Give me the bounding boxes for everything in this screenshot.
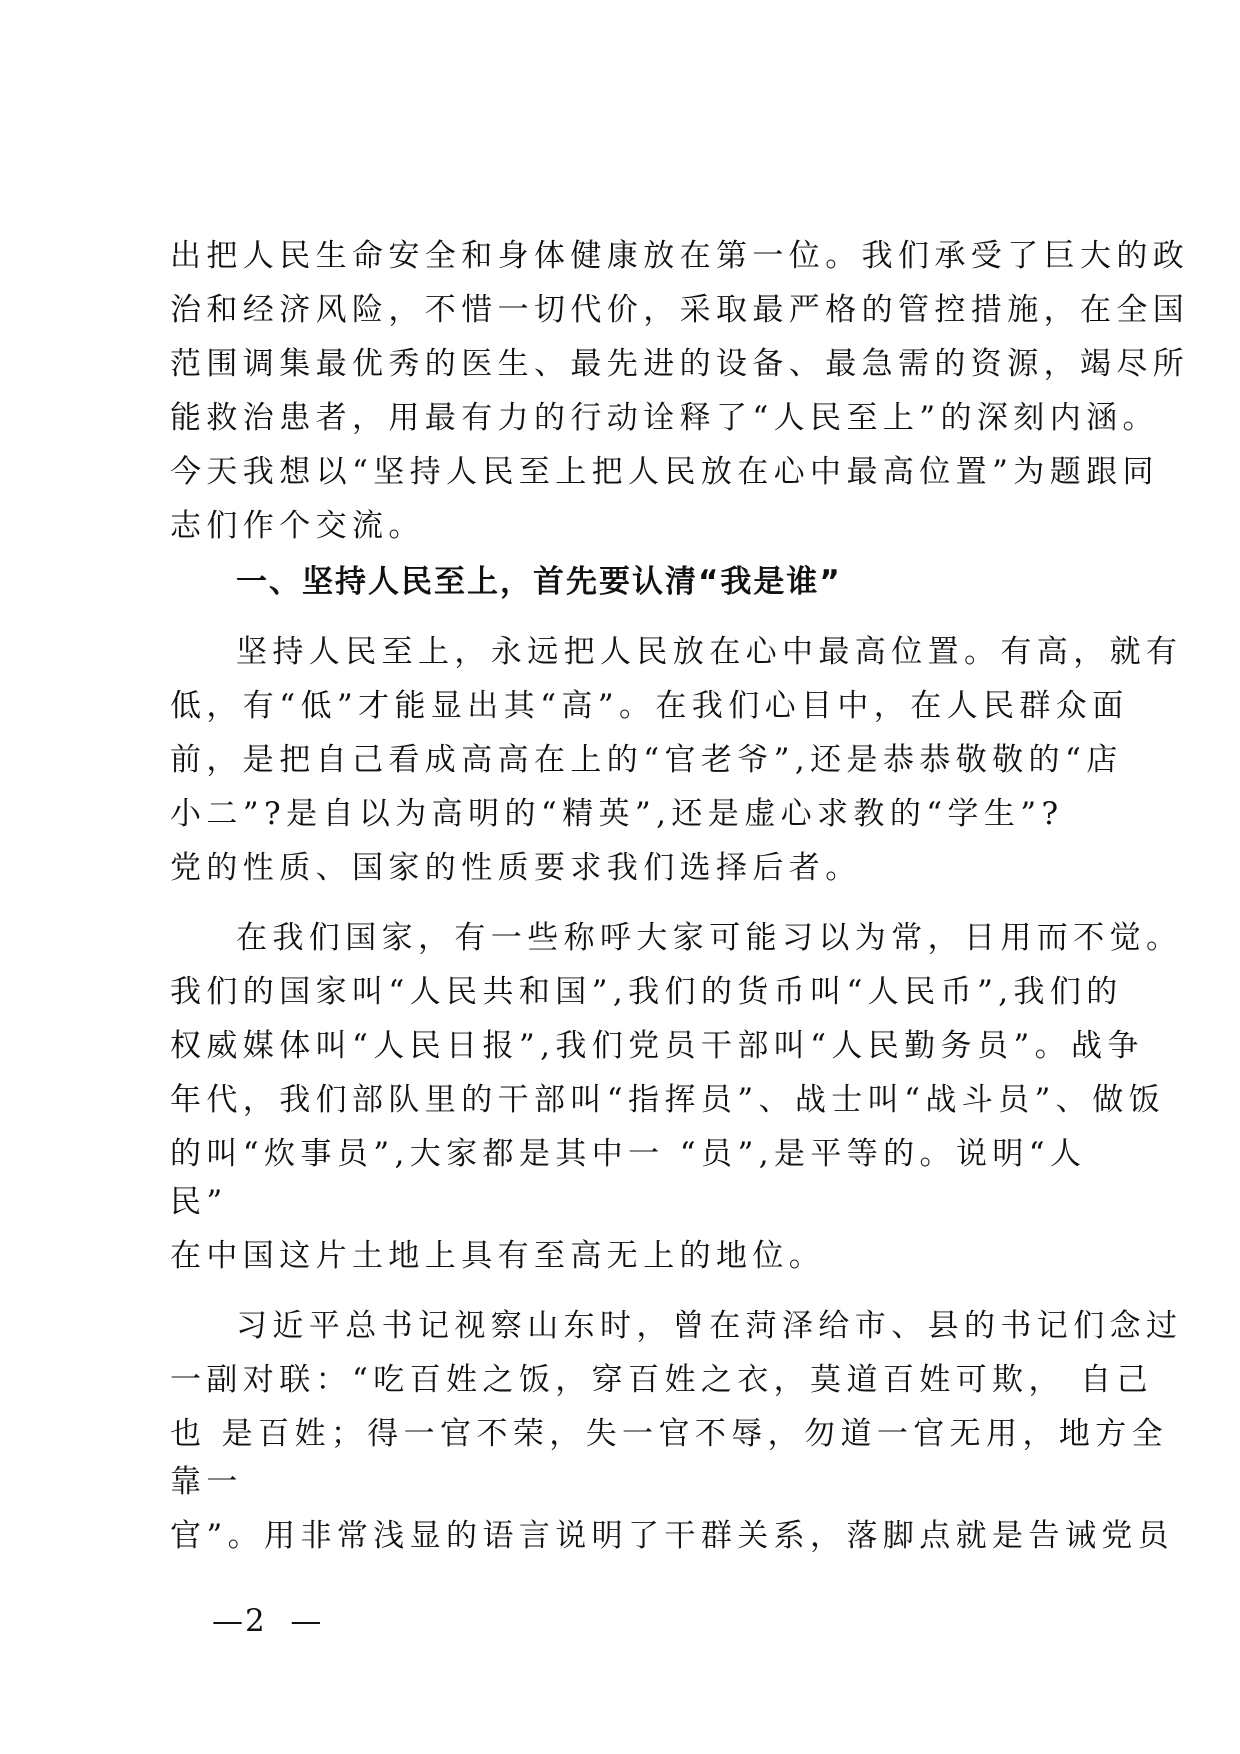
body-text-line: 能救治患者，用最有力的行动诠释了“人民至上”的深刻内涵。	[170, 400, 1159, 436]
body-text-line: 也 是百姓；得一官不荣，失一官不辱，勿道一官无用，地方全	[170, 1416, 1169, 1452]
body-text-line: 低，有“低”才能显出其“高”。在我们心目中，在人民群众面	[170, 688, 1129, 724]
body-text-line: 民”	[170, 1184, 228, 1220]
page-number: —2 —	[212, 1603, 324, 1639]
body-text-line: 的叫“炊事员”,大家都是其中一 “员”,是平等的。说明“人	[170, 1136, 1087, 1172]
body-text-line: 治和经济风险，不惜一切代价，采取最严格的管控措施，在全国	[170, 292, 1190, 328]
body-text-line: 志们作个交流。	[170, 508, 425, 544]
body-text-line: 范围调集最优秀的医生、最先进的设备、最急需的资源，竭尽所	[170, 346, 1190, 382]
body-text-line: 坚持人民至上，永远把人民放在心中最高位置。有高，就有	[236, 634, 1183, 670]
body-text-line: 前，是把自己看成高高在上的“官老爷”,还是恭恭敬敬的“店	[170, 742, 1123, 778]
body-text-line: 靠一	[170, 1464, 243, 1500]
body-text-line: 我们的国家叫“人民共和国”,我们的货币叫“人民币”,我们的	[170, 974, 1123, 1010]
body-text-line: 今天我想以“坚持人民至上把人民放在心中最高位置”为题跟同	[170, 454, 1159, 490]
body-text-line: 在中国这片土地上具有至高无上的地位。	[170, 1238, 826, 1274]
body-text-line: 一副对联：“吃百姓之饭，穿百姓之衣，莫道百姓可欺， 自己	[170, 1362, 1153, 1398]
body-text-line: 小二”?是自以为高明的“精英”,还是虚心求教的“学生”?	[170, 796, 1064, 832]
section-heading: 一、坚持人民至上，首先要认清“我是谁”	[236, 564, 842, 600]
body-text-line: 出把人民生命安全和身体健康放在第一位。我们承受了巨大的政	[170, 238, 1190, 274]
body-text-line: 权威媒体叫“人民日报”,我们党员干部叫“人民勤务员”。战争	[170, 1028, 1144, 1064]
body-text-line: 党的性质、国家的性质要求我们选择后者。	[170, 850, 862, 886]
body-text-line: 习近平总书记视察山东时，曾在菏泽给市、县的书记们念过	[236, 1308, 1183, 1344]
body-text-line: 官”。用非常浅显的语言说明了干群关系，落脚点就是告诫党员	[170, 1518, 1175, 1554]
body-text-line: 年代，我们部队里的干部叫“指挥员”、战士叫“战斗员”、做饭	[170, 1082, 1165, 1118]
body-text-line: 在我们国家，有一些称呼大家可能习以为常，日用而不觉。	[236, 920, 1183, 956]
